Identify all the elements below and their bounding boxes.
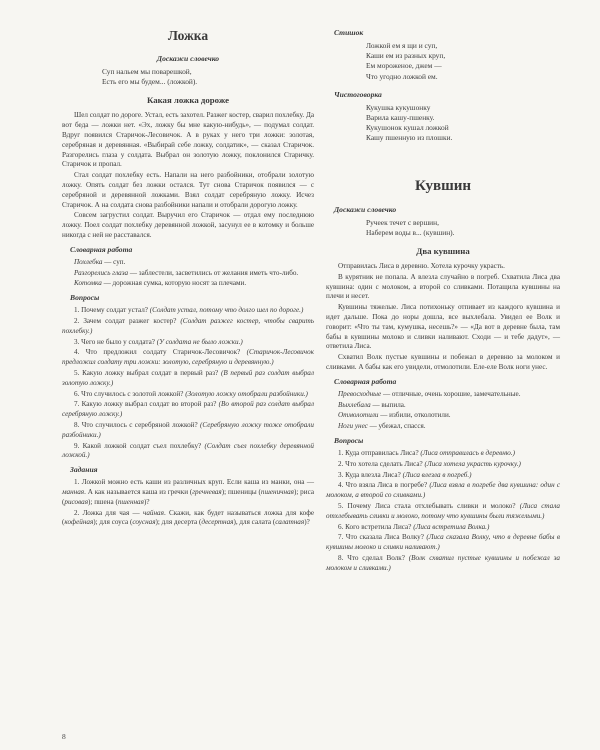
question-item — [62, 421, 314, 441]
question-text: 7. Какую ложку выбрал солдат во второй раз? — [74, 400, 219, 409]
vocab-def: — суп. — [102, 257, 126, 266]
task-text: 1. Ложкой можно есть каши из различных круп. Если каша из манки, она — — [74, 478, 314, 487]
question-text: 8. Что сделал Волк? — [338, 553, 409, 562]
task-answer: рисовая — [64, 497, 89, 506]
vocab-word: Разгорелись глаза — [74, 268, 129, 277]
question-text: 5. Какую ложку выбрал солдат в первый раз? — [74, 368, 221, 377]
task-answer: десертная — [201, 518, 234, 527]
poem-line: Есть его мы будем... (ложкой). — [102, 77, 198, 87]
question-text: 5. Почему Лиса стала отхлебывать сливки и молоко? — [338, 501, 520, 510]
task-answer: пшенная — [117, 497, 144, 506]
story-paragraph: Шел солдат по дороге. Устал, есть захотел. Разжег костер, сварил похлебку. Да вот беда — ложки нет. «Эх, ложку бы мне какую-нибудь», — подумал солдат. Вдруг появился Старичок-Лесовичок. А в руках у него три ложки: золотая, серебряная и деревянная. «Выбирай себе ложку, солдатик», — сказал Старичок. Разгорелись глаза у солдата. Выбрал он золотую ложку, поклонился Старичку. Старичок и пропал. — [62, 111, 314, 169]
heading-questions-right: Вопросы — [334, 435, 364, 445]
question-text: 1. Почему солдат устал? — [74, 306, 150, 315]
task-text: . Скажи, как будет называться ложка для кофе ( — [62, 508, 314, 527]
answer-text: (Золотую ложку отобрали разбойники.) — [185, 389, 308, 398]
poem-line: Ложкой ем я щи и суп, — [366, 41, 438, 50]
question-item — [62, 442, 314, 462]
story-title-lozhka: Какая ложка дороже — [146, 95, 230, 106]
answer-text: (Во второй раз солдат выбрал серебряную ложку.) — [62, 400, 314, 419]
question-text: 6. Что случилось с золотой ложкой? — [74, 389, 186, 398]
answer-text: (У солдата не было ложки.) — [156, 337, 243, 346]
task-answer: кофейная — [64, 518, 94, 527]
answer-text: (Лиса хотела украсть курочку.) — [424, 459, 521, 468]
question-text: 7. Что сказала Лиса Волку? — [338, 533, 427, 542]
vocab-item — [326, 401, 560, 411]
question-text: 3. Куда влезла Лиса? — [338, 470, 403, 479]
task-text: 2. Ложка для чая — — [74, 508, 143, 517]
answer-text: (Солдат съел похлебку деревянной ложкой.) — [62, 441, 314, 460]
answer-text: (Лиса взяла в погребе два кувшина: один с молоком, а второй со сливками.) — [326, 481, 560, 500]
story-paragraph: В курятник не попала. А влезла случайно в погреб. Схватила Лиса два кувшина: один с молоком, а второй со сливками. Потащила кувшины на плечи и несет. — [326, 272, 560, 301]
vocab-word: Отмолотили — [338, 411, 379, 420]
answer-text: (В первый раз солдат выбрал золотую ложку.) — [62, 368, 314, 387]
answer-text: (Лиса отправилась в деревню.) — [420, 448, 515, 457]
poem-line: Наберем воды в... (кувшин). — [366, 227, 455, 237]
question-text: 2. Что хотела сделать Лиса? — [338, 459, 425, 468]
task-answer: пшеничная — [260, 487, 294, 496]
story-title-kuvshina: Два кувшина — [416, 246, 470, 257]
poem-doskazhi-right — [326, 218, 560, 238]
question-item — [62, 306, 314, 316]
task-answer: соусная — [132, 518, 156, 527]
poem-line: Ем мороженое, джем — — [366, 61, 442, 71]
task-text: )? — [304, 518, 310, 527]
answer-text: (Солдат разжег костер, чтобы сварить похлебку.) — [62, 316, 314, 335]
task-text: ); пшена ( — [88, 497, 118, 506]
poem-line: Каши ем из разных круп, — [366, 51, 446, 61]
poem-line: Кукушка кукушонку — [366, 102, 431, 112]
question-item — [62, 369, 314, 389]
poem-stishok — [326, 41, 560, 82]
question-item — [326, 533, 560, 553]
task-answer: манная — [62, 487, 85, 496]
task-text: . А как называется каша из гречки ( — [84, 487, 193, 496]
heading-questions-left: Вопросы — [70, 293, 100, 303]
vocab-def: — дорожная сумка, которую носят за плечами. — [101, 279, 247, 288]
answer-text: (Старичок-Лесовичок предложил солдату три ложки: золотую, серебряную и деревянную.) — [62, 348, 314, 367]
poem-chistogovorka — [326, 103, 560, 144]
question-item — [62, 390, 314, 400]
vocab-word: Похлебка — [74, 257, 103, 266]
task-text: ); для соуса ( — [93, 518, 133, 527]
question-text: 1. Куда отправилась Лиса? — [338, 448, 421, 457]
question-item — [62, 348, 314, 368]
answer-text: (Волк схватил пустые кувшины и побежал за молоком и сливками.) — [326, 553, 560, 572]
vocab-def: — отличные, очень хорошие, замечательные. — [381, 389, 521, 398]
vocab-item — [62, 258, 314, 268]
task-text: )? — [143, 497, 150, 506]
question-text: 4. Что предложил солдату Старичок-Лесовичок? — [74, 348, 247, 357]
question-text: 4. Что взяла Лиса в погребе? — [338, 481, 430, 490]
question-text: 9. Какой ложкой солдат съел похлебку? — [74, 441, 205, 450]
question-item — [326, 449, 560, 459]
answer-text: (Лиса стала отхлебывать сливки и молоко, потому что кувшины были тяжелыми.) — [326, 501, 560, 520]
task-answer: чайная — [142, 508, 164, 517]
vocab-def: — заблестели, засветились от желания иметь что-либо. — [128, 268, 299, 277]
task-answer: гречневая — [192, 487, 222, 496]
section-title-kuvshin: Кувшин — [414, 177, 472, 194]
poem-doskazhi-left — [62, 67, 314, 87]
question-item — [62, 338, 314, 348]
page-number: 8 — [62, 732, 66, 741]
vocab-item — [62, 269, 314, 279]
task-item-2 — [62, 509, 314, 529]
question-item — [326, 502, 560, 522]
question-text: 6. Кого встретила Лиса? — [338, 522, 414, 531]
story-paragraph: Совсем загрустил солдат. Выручил его Старичок — отдал ему последнюю ложку. Поел солдат похлебку деревянной ложкой, засунул ее в котомку и больше никогда с ней не расставался. — [62, 211, 314, 239]
question-item — [326, 523, 560, 533]
question-item — [326, 471, 560, 481]
answer-text: (Лиса встретила Волка.) — [413, 522, 490, 531]
story-paragraph: Схватил Волк пустые кувшины и побежал в деревню за молоком и сливками. А бабы как его увидели, отмолотили. Еле-еле Волк ноги унес. — [326, 353, 560, 371]
poem-line: Кашу пшенную из плошки. — [366, 133, 453, 143]
story-paragraph: Кувшины тяжелые. Лиса потихоньку отпивает из каждого кувшина и идет дальше. Пока до норы дошла, все выхлебала. Увидел ее Волк и говорит: «Что ты там, кумушка, несешь?» — «Да вот в деревне была, там бабы в кувшины молоко и сливки наливают. Сходи — и тебе дадут», — ответила Лиса. — [326, 303, 560, 351]
task-text: ); риса ( — [62, 487, 314, 506]
answer-text: (Солдат устал, потому что долго шел по дороге.) — [149, 306, 304, 315]
answer-text: (Серебряную ложку тоже отобрали разбойники.) — [62, 420, 314, 439]
right-column — [326, 24, 560, 575]
task-text: ); пшеницы ( — [221, 487, 261, 496]
left-column — [62, 24, 314, 529]
vocab-item — [326, 422, 560, 432]
poem-line: Суп нальем мы поварешкой, — [102, 67, 192, 76]
heading-tasks: Задания — [70, 465, 98, 475]
answer-text: (Лиса влезла в погреб.) — [402, 470, 472, 479]
task-text: ); для десерта ( — [155, 518, 202, 527]
question-item — [62, 400, 314, 420]
heading-vocab-left: Словарная работа — [70, 244, 133, 254]
vocab-word: Котомка — [74, 279, 102, 288]
vocab-item — [62, 279, 314, 289]
task-answer: салатная — [275, 518, 305, 527]
vocab-word: Выхлебала — [338, 400, 371, 409]
story-paragraph: Отправилась Лиса в деревню. Хотела курочку украсть. — [338, 262, 505, 271]
heading-stishok: Стишок — [334, 28, 364, 37]
vocab-def: — выпила. — [370, 400, 406, 409]
heading-doskazhi-right: Доскажи словечко — [334, 204, 397, 214]
task-text: ), для салата ( — [233, 518, 276, 527]
vocab-def: — избили, отколотили. — [378, 411, 451, 420]
vocab-word: Ноги унес — [338, 422, 368, 431]
question-text: 2. Зачем солдат разжег костер? — [74, 316, 181, 325]
question-item — [326, 554, 560, 574]
heading-chistogovorka: Чистоговорка — [334, 89, 382, 99]
answer-text: (Лиса сказала Волку, что в деревне бабы в кувшины молоко и сливки наливают.) — [326, 533, 560, 552]
question-item — [326, 481, 560, 501]
poem-line: Что угодно ложкой ем. — [366, 71, 438, 81]
heading-vocab-right: Словарная работа — [334, 376, 397, 386]
question-item — [62, 317, 314, 337]
vocab-def: — убежал, спасся. — [367, 422, 426, 431]
vocab-word: Превосходные — [338, 389, 382, 398]
poem-line: Ручеек течет с вершин, — [366, 217, 439, 227]
section-title-lozhka: Ложка — [167, 28, 209, 43]
poem-line: Варила кашу-пшенку. — [366, 113, 435, 123]
task-item-1 — [62, 478, 314, 507]
question-text: 3. Чего не было у солдата? — [74, 337, 157, 346]
poem-line: Кукушонок кушал ложкой — [366, 123, 449, 133]
question-item — [326, 460, 560, 470]
vocab-item — [326, 390, 560, 400]
spacer — [326, 152, 560, 174]
heading-doskazhi-left: Доскажи словечко — [156, 54, 220, 63]
story-paragraph: Стал солдат похлебку есть. Напали на него разбойники, отобрали золотую ложку. Опять солдат без ложки остался. Тут снова Старичок появился — с серебряной и деревянной ложками. Взял солдат серебряную ложку. Исчез Старичок. А на солдата снова разбойники напали и отобрали дорогую ложку. — [62, 171, 314, 209]
question-text: 8. Что случилось с серебряной ложкой? — [74, 420, 201, 429]
vocab-item — [326, 411, 560, 421]
